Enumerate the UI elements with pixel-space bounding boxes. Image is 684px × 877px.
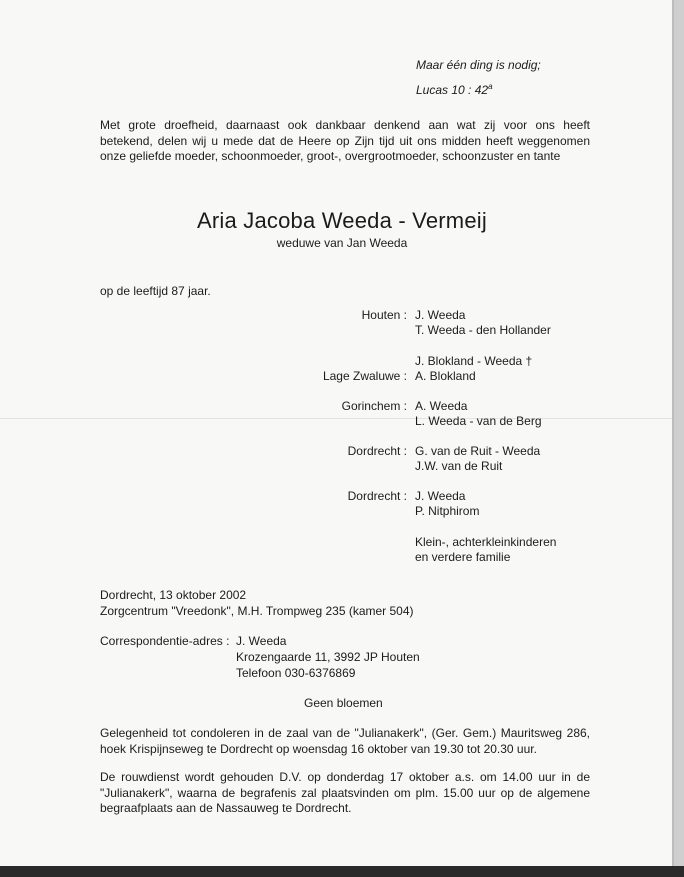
family-place: Gorinchem : [341,399,407,413]
deceased-name: Aria Jacoba Weeda - Vermeij [197,208,487,233]
service-paragraph [100,770,590,817]
intro-line: Met grote droefheid, daarnaast ook dankbaar denkend aan wat zij voor ons heeft [100,118,590,132]
family-person: J.W. van de Ruit [415,459,503,473]
bible-reference-text: Lucas 10 : 42 [416,83,489,97]
correspondence-name: J. Weeda [236,634,287,648]
correspondence-street: Krozengaarde 11, 3992 JP Houten [236,650,420,664]
scan-edge-right [674,0,684,877]
intro-paragraph [100,118,590,165]
intro-line: onze geliefde moeder, schoonmoeder, groot-, overgrootmoeder, schoonzuster en tante [100,149,561,163]
family-person: L. Weeda - van de Berg [415,414,542,428]
condolence-line: Gelegenheid tot condoleren in de zaal van de "Julianakerk", (Ger. Gem.) Mauritsweg 286, [100,726,590,740]
family-person: G. van de Ruit - Weeda [415,444,541,458]
family-person: P. Nitphirom [415,504,480,518]
family-person: J. Blokland - Weeda † [415,354,533,368]
family-place: Lage Zwaluwe : [322,369,407,383]
page-fold [0,418,672,419]
address-line: Zorgcentrum "Vreedonk", M.H. Trompweg 235 (kamer 504) [100,604,414,618]
service-line: De rouwdienst wordt gehouden D.V. op donderdag 17 oktober a.s. om 14.00 uur in de [100,770,590,784]
correspondence-phone: Telefoon 030-6376869 [236,666,356,680]
family-person: en verdere familie [415,550,511,564]
service-line: begraafplaats aan de Nassauweg te Dordrecht. [100,801,352,815]
service-line: "Julianakerk", waarna de begrafenis zal plaatsvinden om plm. 15.00 uur op de algemene [100,785,590,800]
family-place: Dordrecht : [347,489,407,503]
condolence-paragraph [100,726,590,757]
correspondence-label: Correspondentie-adres : [100,634,230,648]
family-person: A. Weeda [415,399,468,413]
family-person: J. Weeda [415,308,466,322]
intro-line: betekend, delen wij u mede dat de Heere op Zijn tijd uit ons midden heeft weggenomen [100,133,590,148]
family-place: Dordrecht : [347,444,407,458]
bible-quote: Maar één ding is nodig; [416,58,541,72]
family-person: Klein-, achterkleinkinderen [415,535,557,549]
date-line: Dordrecht, 13 oktober 2002 [100,588,247,602]
family-person: J. Weeda [415,489,466,503]
family-person: A. Blokland [415,369,476,383]
no-flowers: Geen bloemen [304,696,383,710]
family-place: Houten : [361,308,407,322]
family-person: T. Weeda - den Hollander [415,323,551,337]
bible-reference [416,79,493,98]
scan-edge-bottom [0,866,684,877]
age-line: op de leeftijd 87 jaar. [100,284,211,298]
bible-reference-sup: a [488,82,493,91]
deceased-subtitle: weduwe van Jan Weeda [276,236,408,250]
condolence-line: hoek Krispijnseweg te Dordrecht op woensdag 16 oktober van 19.30 tot 20.30 uur. [100,741,537,756]
